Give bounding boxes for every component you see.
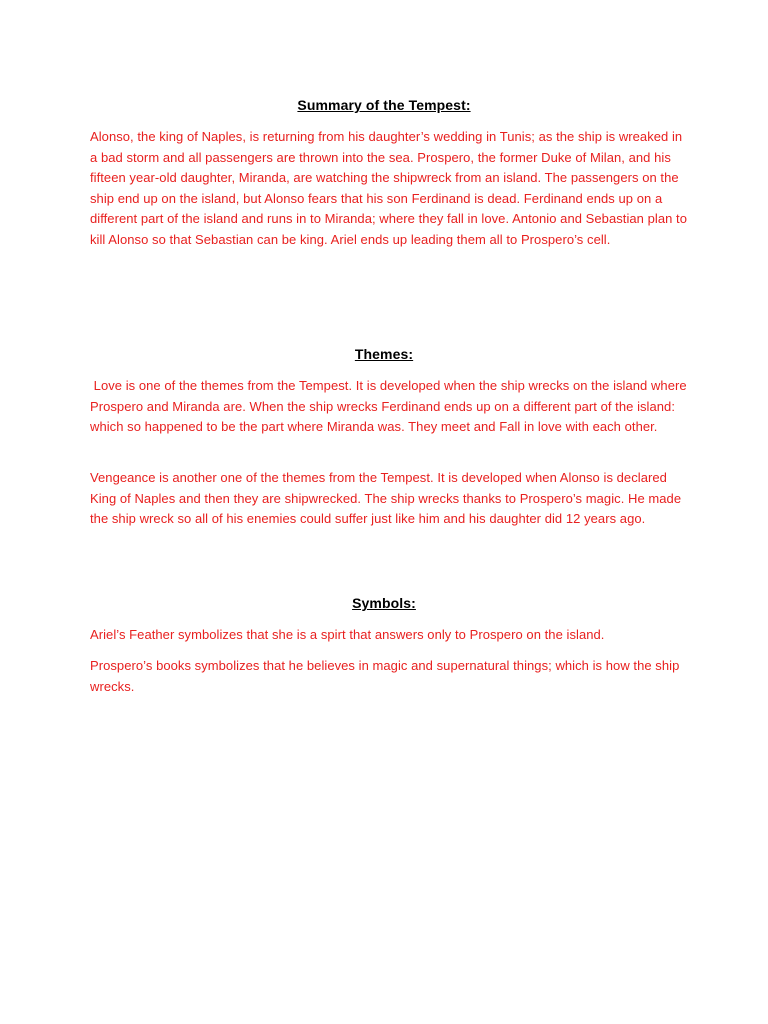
symbols-paragraph-feather: Ariel’s Feather symbolizes that she is a spirt that answers only to Prospero on the island. [90,627,605,642]
symbols-paragraph-books: Prospero’s books symbolizes that he believes in magic and supernatural things; which is how the ship wrecks. [90,658,684,694]
themes-heading: Themes: [354,346,414,362]
symbols-heading: Symbols: [352,595,416,611]
themes-paragraph-vengeance: Vengeance is another one of the themes from the Tempest. It is developed when Alonso is declared King of Naples and then they are shipwrecked. The ship wrecks thanks to Prospero’s magic. He made the ship wreck so all of his enemies could suffer just like him and his daughter did 12 years ago. [90,470,685,526]
themes-paragraph-love: Love is one of the themes from the Tempest. It is developed when the ship wrecks on the island where Prospero and Miranda are. When the ship wrecks Ferdinand ends up on a different part of the island: which so happened to be the part where Miranda was. They meet and Fall in love with each other. [90,378,691,434]
summary-heading: Summary of the Tempest: [297,97,471,113]
summary-paragraph: Alonso, the king of Naples, is returning from his daughter’s wedding in Tunis; as the ship is wreaked in a bad storm and all passengers are thrown into the sea. Prospero, the former Duke of Milan, and his fifteen year-old daughter, Miranda, are watching the shipwreck from an island. The passengers on the ship end up on the island, but Alonso fears that his son Ferdinand is dead. Ferdinand ends up on a different part of the island and runs in to Miranda; where they fall in love. Antonio and Sebastian plan to kill Alonso so that Sebastian can be king. Ariel ends up leading them all to Prospero’s cell. [90,129,691,247]
